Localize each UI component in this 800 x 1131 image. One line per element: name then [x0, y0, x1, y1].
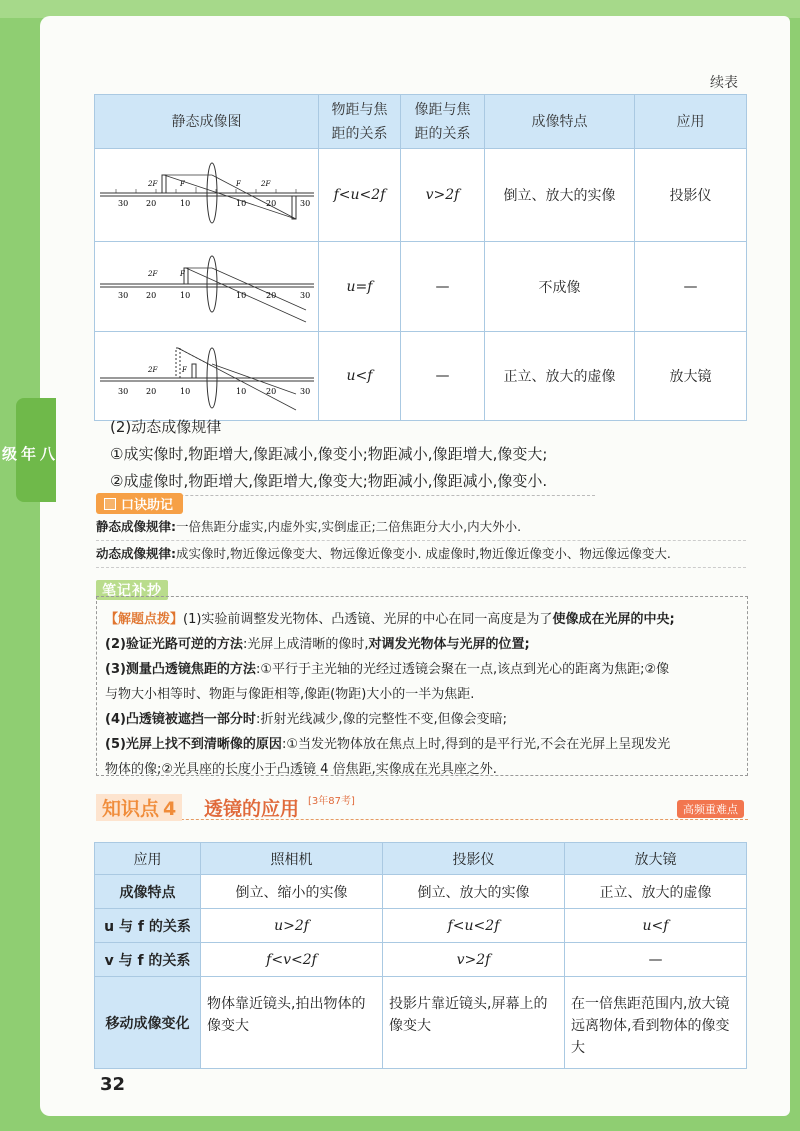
notes-box: [96, 596, 748, 776]
table-cell: 物体靠近镜头,拍出物体的像变大: [201, 977, 383, 1069]
mnemonic-dynamic: 动态成像规律:成实像时,物近像远像变大、物远像近像变小. 成虚像时,物近像近像变小、物远像远像变大.: [96, 541, 746, 568]
grade-side-tab: [0, 398, 56, 502]
row-label: v 与 f 的关系: [95, 943, 201, 977]
dynamic-imaging-rules: [110, 414, 710, 496]
v-relation: v>2f: [401, 149, 485, 242]
note-line-5: (4)凸透镜被遮挡一部分时:折射光线减少,像的完整性不变,但像会变暗;: [105, 712, 507, 727]
diagram-real-enlarged: [95, 149, 319, 242]
svg-text:10: 10: [235, 291, 246, 300]
side-tab-char: 八: [38, 446, 56, 462]
side-tab-char: 级: [0, 446, 18, 462]
header-feature: 成像特点: [485, 95, 635, 149]
svg-text:F: F: [235, 180, 241, 188]
svg-text:F: F: [179, 270, 185, 278]
note-line-6: (5)光屏上找不到清晰像的原因:①当发光物体放在焦点上时,得到的是平行光,不会在光屏上呈现发光: [105, 737, 671, 752]
v-relation: —: [401, 242, 485, 332]
note-line-2: (2)验证光路可逆的方法:光屏上成清晰的像时,对调发光物体与光屏的位置;: [105, 637, 530, 652]
note-line-4: 与物大小相等时、物距与像距相等,像距(物距)大小的一半为焦距.: [105, 687, 475, 702]
svg-text:2F: 2F: [147, 270, 157, 278]
svg-text:10: 10: [179, 387, 190, 396]
rule-virtual: ②成虚像时,物距增大,像距增大,像变大;物距减小,像距减小,像变小.: [110, 468, 595, 496]
header-application: 应用: [95, 843, 201, 875]
table-cell: 在一倍焦距范围内,放大镜远离物体,看到物体的像变大: [565, 977, 747, 1069]
svg-text:10: 10: [235, 387, 246, 396]
svg-text:20: 20: [265, 291, 276, 300]
table-cell: 投影片靠近镜头,屏幕上的像变大: [383, 977, 565, 1069]
v-relation: —: [401, 332, 485, 421]
svg-text:20: 20: [145, 291, 156, 300]
header-application: 应用: [635, 95, 747, 149]
svg-text:F: F: [181, 366, 187, 374]
application: 投影仪: [635, 149, 747, 242]
table-cell: u<f: [565, 909, 747, 943]
row-label: 成像特点: [95, 875, 201, 909]
note-line-3: (3)测量凸透镜焦距的方法:①平行于主光轴的光经过透镜会聚在一点,该点到光心的距离为焦距;②像: [105, 662, 670, 677]
note-line-7: 物体的像;②光具座的长度小于凸透镜 4 倍焦距,实像成在光具座之外.: [105, 762, 497, 777]
table-cell: 倒立、放大的实像: [383, 875, 565, 909]
diagram-no-image: [95, 242, 319, 332]
header-magnifier: 放大镜: [565, 843, 747, 875]
table-cell: 倒立、缩小的实像: [201, 875, 383, 909]
pencil-icon: [104, 498, 116, 510]
svg-text:2F: 2F: [260, 180, 270, 188]
header-diagram: 静态成像图: [95, 95, 319, 149]
svg-text:30: 30: [299, 387, 310, 396]
svg-text:20: 20: [145, 387, 156, 396]
lens-application-table: [94, 842, 747, 1069]
svg-text:2F: 2F: [147, 366, 157, 374]
note-line-1: 【解题点拨】(1)实验前调整发光物体、凸透镜、光屏的中心在同一高度是为了使像成在光屏的中央;: [105, 612, 675, 627]
svg-text:20: 20: [145, 199, 156, 208]
svg-text:30: 30: [117, 291, 128, 300]
svg-text:10: 10: [179, 199, 190, 208]
application: —: [635, 242, 747, 332]
kp-exam-count: [3年87考]: [308, 796, 355, 807]
mnemonic-box: [96, 493, 746, 568]
svg-text:F: F: [179, 180, 185, 188]
application: 放大镜: [635, 332, 747, 421]
header-v-f: 像距与焦 距的关系: [401, 95, 485, 149]
imaging-feature: 倒立、放大的实像: [485, 149, 635, 242]
header-projector: 投影仪: [383, 843, 565, 875]
knowledge-point-header: [96, 794, 748, 820]
svg-text:20: 20: [265, 199, 276, 208]
svg-text:2F: 2F: [147, 180, 157, 188]
header-camera: 照相机: [201, 843, 383, 875]
svg-text:30: 30: [299, 291, 310, 300]
table-cell: u>2f: [201, 909, 383, 943]
svg-text:30: 30: [117, 199, 128, 208]
table-cell: 正立、放大的虚像: [565, 875, 747, 909]
imaging-feature: 正立、放大的虚像: [485, 332, 635, 421]
table-cell: v>2f: [383, 943, 565, 977]
svg-text:10: 10: [179, 291, 190, 300]
u-relation: f<u<2f: [319, 149, 401, 242]
page-number: 32: [100, 1074, 126, 1095]
u-relation: u<f: [319, 332, 401, 421]
row-label: u 与 f 的关系: [95, 909, 201, 943]
kp-title: 透镜的应用: [204, 798, 300, 820]
kp-label: 知识点 4: [96, 794, 182, 821]
svg-text:30: 30: [299, 199, 310, 208]
static-imaging-table: [94, 94, 747, 421]
table-cell: f<v<2f: [201, 943, 383, 977]
table-cell: —: [565, 943, 747, 977]
svg-text:30: 30: [117, 387, 128, 396]
side-tab-char: 年: [19, 446, 37, 462]
u-relation: u=f: [319, 242, 401, 332]
header-u-f: 物距与焦 距的关系: [319, 95, 401, 149]
notes-tag: 笔记补抄: [96, 580, 168, 600]
svg-text:10: 10: [235, 199, 246, 208]
continued-label: 续表: [710, 75, 738, 91]
mnemonic-tag: 口诀助记: [96, 493, 183, 514]
rule-real: ①成实像时,物距增大,像距减小,像变小;物距减小,像距增大,像变大;: [110, 445, 548, 463]
mnemonic-static: 静态成像规律:一倍焦距分虚实,内虚外实,实倒虚正;二倍焦距分大小,内大外小.: [96, 514, 746, 541]
diagram-virtual-enlarged: [95, 332, 319, 421]
row-label: 移动成像变化: [95, 977, 201, 1069]
rules-heading: (2)动态成像规律: [110, 418, 222, 436]
svg-text:20: 20: [265, 387, 276, 396]
imaging-feature: 不成像: [485, 242, 635, 332]
table-cell: f<u<2f: [383, 909, 565, 943]
kp-badge: 高频重难点: [677, 800, 744, 818]
